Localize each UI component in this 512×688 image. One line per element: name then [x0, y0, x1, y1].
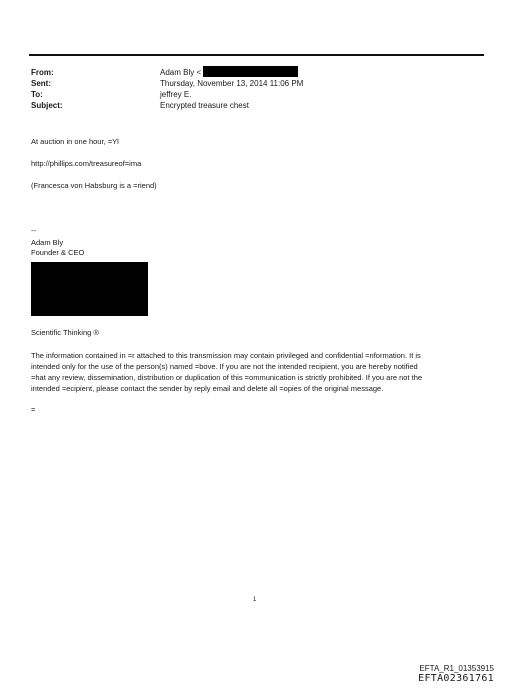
disclaimer-line: intended =ecipient, please contact the sender by reply email and delete all =opies of the original message.	[31, 384, 384, 393]
disclaimer-line: intended only for the use of the person(s) named =bove. If you are not the intended recipient, you are hereby notified	[31, 362, 418, 371]
redaction-email	[203, 66, 298, 77]
body-line-auction: At auction in one hour, =Yl	[31, 137, 119, 146]
sent-value: Thursday, November 13, 2014 11:06 PM	[160, 79, 304, 88]
body-line-link: http://phillips.com/treasureof=ima	[31, 159, 142, 168]
confidentiality-disclaimer	[31, 350, 483, 394]
header-rule	[29, 54, 484, 56]
subject-value: Encrypted treasure chest	[160, 101, 249, 110]
disclaimer-line: The information contained in =r attached to this transmission may contain privileged and confidential =nformation. It is	[31, 351, 421, 360]
bates-number-secondary: EFTA02361761	[418, 673, 494, 684]
subject-label: Subject:	[31, 101, 63, 110]
to-label: To:	[31, 90, 43, 99]
sent-label: Sent:	[31, 79, 51, 88]
body-line-friend: (Francesca von Habsburg is a =riend)	[31, 181, 157, 190]
to-value: jeffrey E.	[160, 90, 192, 99]
trailing-char: =	[31, 405, 36, 414]
bates-number-primary: EFTA_R1_01353915	[419, 664, 494, 673]
redaction-signature-block	[31, 262, 148, 316]
disclaimer-line: =hat any review, dissemination, distribution or duplication of this =ommunication is strictly prohibited. If you are not the	[31, 373, 423, 382]
signature-title: Founder & CEO	[31, 248, 85, 257]
signature-dashes: --	[31, 226, 36, 235]
page-number: 1	[253, 597, 257, 603]
from-value: Adam Bly <	[160, 68, 202, 77]
tagline: Scientific Thinking ®	[31, 328, 99, 337]
from-label: From:	[31, 68, 54, 77]
signature-name: Adam Bly	[31, 238, 64, 247]
